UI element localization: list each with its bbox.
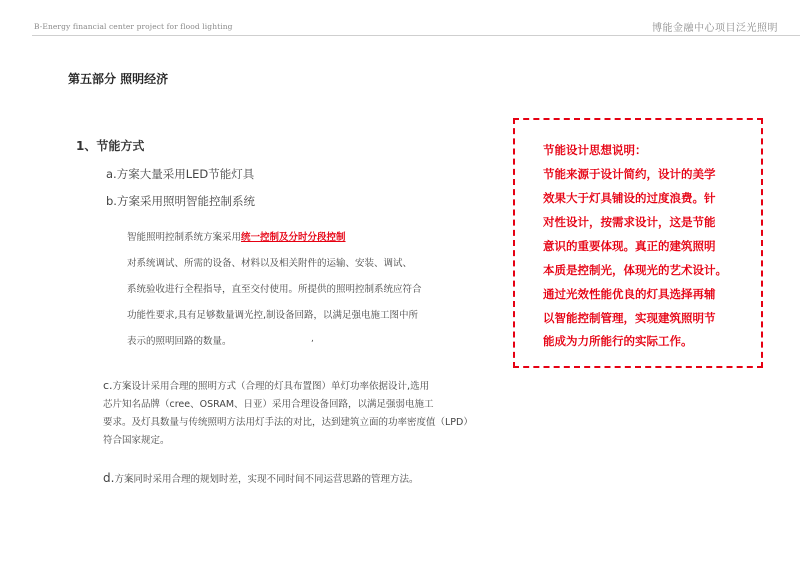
item-b: b.方案采用照明智能控制系统: [106, 194, 255, 208]
header-project-name-cn: 博能金融中心项目泛光照明: [652, 23, 778, 34]
item-c-line-1: [103, 378, 429, 392]
stray-mark: ,: [311, 334, 314, 344]
section-title: 第五部分 照明经济: [68, 72, 169, 86]
design-note-line: 本质是控制光，体现光的艺术设计。: [543, 263, 727, 277]
control-method-highlight: 统一控制及分时分段控制: [241, 232, 346, 243]
energy-saving-heading: 1、节能方式: [76, 139, 145, 153]
design-note-title: 节能设计思想说明：: [543, 143, 647, 157]
design-note-line: 通过光效性能优良的灯具选择再辅: [543, 287, 716, 301]
header-divider: [32, 35, 800, 36]
item-d-lead: d.: [103, 471, 115, 485]
item-c-line-4: 符合国家规定。: [103, 435, 170, 446]
item-d-text: 方案同时采用合理的规划时差，实现不同时间不同运营思路的管理方法。: [114, 474, 419, 485]
control-paragraph-prefix: 智能照明控制系统方案采用: [127, 232, 242, 243]
item-c-line-2: 芯片知名品牌（cree、OSRAM、日亚）采用合理设备回路，以满足强弱电施工: [103, 399, 434, 410]
control-paragraph-line-2: 对系统调试、所需的设备、材料以及相关附件的运输、安装、调试、: [127, 258, 413, 269]
item-d: [103, 471, 418, 485]
design-note-line: 对性设计，按需求设计，这是节能: [543, 215, 716, 229]
item-a: a.方案大量采用LED节能灯具: [106, 167, 255, 181]
design-note-line: 能成为力所能行的实际工作。: [543, 334, 693, 348]
item-c-text-1: 方案设计采用合理的照明方式（合理的灯具布置图）单灯功率依据设计,选用: [112, 381, 430, 392]
design-note-line: 以智能控制管理，实现建筑照明节: [543, 311, 716, 325]
control-paragraph-line-4: 功能性要求,具有足够数量调光控,制设备回路，以满足强电施工图中所: [127, 310, 419, 321]
control-paragraph-line-3: 系统验收进行全程指导，直至交付使用。所提供的照明控制系统应符合: [127, 284, 422, 295]
design-note-line: 节能来源于设计简约，设计的美学: [543, 167, 716, 181]
design-note-line: 效果大于灯具铺设的过度浪费。针: [543, 191, 716, 205]
header-project-name-en: B-Energy financial center project for flood lighting: [34, 22, 233, 31]
item-c-line-3: 要求。及灯具数量与传统照明方法用灯手法的对比，达到建筑立面的功率密度值（LPD）: [103, 417, 473, 428]
design-note-line: 意识的重要体现。真正的建筑照明: [543, 239, 716, 253]
control-paragraph-line-5: 表示的照明回路的数量。: [127, 336, 232, 347]
item-c-lead: c.: [103, 379, 113, 392]
control-paragraph-line-1: [127, 229, 346, 243]
